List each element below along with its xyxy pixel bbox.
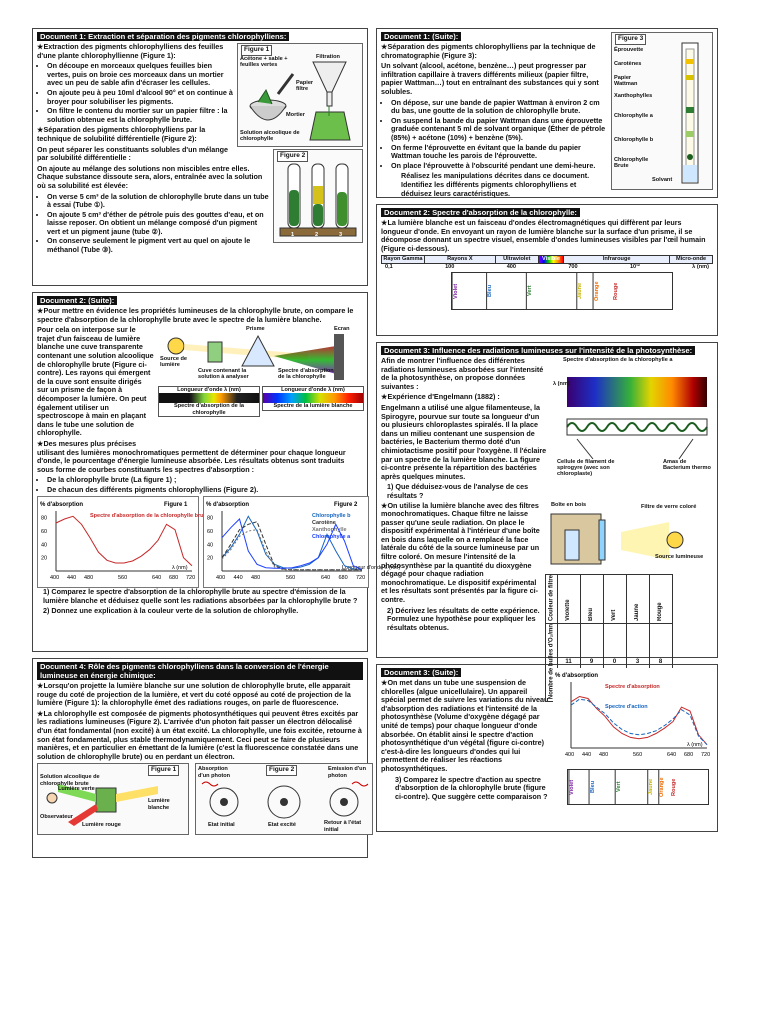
test-tubes-illustration — [274, 150, 362, 242]
document-1 — [32, 28, 368, 286]
series-label: Spectre d'absorption — [605, 684, 660, 690]
table-col: Jaune — [626, 574, 649, 623]
doc1s-list-item: • On ferme l'éprouvette en évitant que la bande du papier Wattman touche les parois de l'éprouvette. — [391, 144, 713, 161]
chart-action-spectrum — [553, 668, 713, 764]
doc1-figure1 — [237, 43, 363, 147]
doc3s-p1: ★ On met dans un tube une suspension de chlorelles (algue unicellulaire). Un appareil spécial permet de suivre les variations du niveau d'absorption des radiations et l'intensité de la photosynthèse (Volume d'oxygène dégagé par unité de temps) pour chaque longueur d'onde absorbée. On établit ainsi le spectre d'action photosynthétique d'un végétal (figure ci-contre) c'est-à-dire les longueurs d'ondes qui lui permettent de réaliser les réactions photosynthétiques. — [381, 679, 713, 774]
doc4-fig2-l1: Absorption d'un photon — [198, 766, 231, 779]
fig1-label-filtration: Filtration — [316, 54, 340, 60]
doc1s-title: Document 1: (Suite): — [381, 32, 461, 41]
x-axis-label: λ (nm) — [687, 742, 703, 748]
doc4-fig1-l2: Lumière verte — [58, 786, 95, 793]
doc1-figure2 — [273, 149, 363, 243]
doc4-fig1-l5: Lumière rouge — [82, 822, 121, 829]
source-label: Source lumineuse — [655, 553, 704, 560]
doc1-fig2-label: Figure 2 — [277, 151, 308, 162]
engelmann-figure — [553, 357, 713, 487]
engelmann-cap1: Cellule de filament de spirogyre (avec son chloroplaste) — [557, 459, 615, 478]
x-tick-label: 560 — [286, 575, 296, 582]
right-column — [376, 28, 718, 838]
fig1-label-acetone: Acétone + sable + feuilles vertes — [240, 56, 288, 69]
doc3s-title: Document 3: (Suite): — [381, 668, 461, 677]
fig3-l5: Chlorophylle a — [614, 113, 653, 119]
series-label: Spectre d'absorption de la chlorophylle brute — [90, 513, 209, 520]
setup-label-prisme: Prisme — [246, 326, 265, 333]
setup-label-ecran: Ecran — [334, 326, 350, 333]
vis-violet: Violet — [452, 273, 486, 309]
x-tick-label: 480 — [84, 575, 94, 582]
doc3-p2: ★ Expérience d'Engelmann (1882) : — [381, 393, 713, 402]
em-tick: 0,1 — [385, 263, 393, 270]
doc2s-q2: 2) Donnez une explication à la couleur verte de la solution de chlorophylle. — [43, 605, 299, 615]
doc1-list1-item: • On ajoute peu à peu 10ml d'alcool 90° et on continue à broyer pour solubiliser les pigments. — [47, 89, 363, 106]
doc4-fig1-l3: Lumière blanche — [148, 798, 170, 811]
tube-number: 3 — [339, 232, 343, 238]
doc1s-p1: ★ Séparation des pigments chlorophylliens par la technique de chromatographie (Figure 3): — [381, 43, 713, 60]
x-tick-label: 720 — [701, 752, 711, 758]
doc2s-list-item: • De la chlorophylle brute (La figure 1) ; — [47, 476, 363, 485]
doc4-p2: ★ La chlorophylle est composée de pigments photosynthétiques qui peuvent êtres excités par les radiations lumineuses (Figure 2). L'arrivée d'un photon fait passer un électron délocalisé d'un état fondamental (non excité) à un état excité. La chlorophylle, une fois excitée, retourne à son état fondamental, plus stable thermodynamiquement. Ceci peut se faire de plusieurs manières, et en particulier en émettant de la lumière (c'est la fluorescence constatée dans une solution de chlorophylle brute) ou en perdant un électron. — [37, 710, 363, 762]
spec1-title: Longueur d'onde λ (nm) — [177, 387, 241, 394]
table-cell: 8 — [649, 623, 672, 701]
table-col: Rouge — [649, 574, 672, 623]
doc1-fig1-label: Figure 1 — [241, 45, 272, 56]
em-tick: 10¹² — [629, 263, 640, 270]
doc4-fig2-s1: Etat initial — [208, 822, 235, 829]
chart-ylabel: % d'absorption — [555, 673, 599, 679]
x-tick-label: 480 — [599, 752, 609, 758]
doc1s-figure3 — [611, 32, 713, 190]
visible-spectrum-detail — [451, 272, 673, 310]
doc4-fig2-s2: Etat excité — [268, 822, 296, 829]
table-row1-header: Couleur de filtre — [546, 574, 558, 623]
x-tick-label: 640 — [321, 575, 331, 582]
doc1-list1-item: • On découpe en morceaux quelques feuilles bien vertes, puis on broie ces morceaux dans un mortier avec un peu de sable afin d'écraser les cellules. — [47, 62, 363, 88]
engelmann-cap2: Amas de Bacterium thermo — [663, 459, 711, 472]
chart-pigments — [203, 496, 401, 588]
box-label: Boîte en bois — [551, 501, 587, 508]
x-tick-label: 720 — [356, 575, 366, 582]
y-tick-label: 40 — [41, 542, 48, 549]
doc1s-question: Réalisez les manipulations décrites dans ce document. Identifiez les différents pigments chlorophylliens et déduisez leurs caractéristiques. — [401, 171, 590, 198]
doc1s-list-item: • On dépose, sur une bande de papier Wattman à environ 2 cm du bas, une goutte de la solution de chlorophylle brute. — [391, 99, 713, 116]
doc1-list2-item: • On ajoute 5 cm³ d'éther de pétrole puis des gouttes d'eau, et on laisse reposer. On obtient un mélange composé d'un pigment vert et un pigment jaune (tube ②). — [47, 211, 363, 237]
vis-rouge: Rouge — [613, 282, 620, 300]
x-tick-label: 720 — [186, 575, 196, 582]
doc1s-list-item: • On suspend la bande du papier Wattman dans une éprouvette graduée contenant 5 ml de solvant organique (Éther de pétrole (85%) + acétone (10%) + benzène (5%). — [391, 117, 713, 143]
doc1-list2-item: • On verse 5 cm³ de la solution de chlorophylle brute dans un tube à essai (Tube ①). — [47, 193, 363, 210]
filter-label: Filtre de verre coloré — [641, 503, 697, 510]
vis-vert: Vert — [615, 770, 647, 804]
doc1-p4: On ajoute au mélange des solutions non miscibles entre elles. Chaque substance dissoute sera, alors, entraînée avec la solution où sa solubilité est élevée: — [37, 163, 263, 190]
spec2-caption: Spectre de la lumière blanche — [273, 403, 353, 410]
doc4-fig2-l2: Emission d'un photon — [328, 766, 367, 779]
doc1s-list-item: • On place l'éprouvette à l'obscurité pendant une demi-heure. — [391, 162, 713, 171]
vis-vert: Vert — [526, 273, 576, 309]
doc1-title: Document 1: Extraction et séparation des pigments chlorophylliens: — [37, 32, 289, 41]
doc4-fig1-label: Figure 1 — [148, 765, 179, 776]
doc3s-visible-strip — [567, 769, 709, 805]
doc3-title: Document 3: Influence des radiations lumineuses sur l'intensité de la photosynthèse: — [381, 346, 695, 355]
doc3-p3: Engelmann a utilisé une algue filamenteuse, la Spirogyre, pourvue sur toute sa longueur d'un ou plusieurs chloroplastes spiralés. Il la place dans un milieu contenant une suspension de bactéries, le Bacterium thermo doté d'un chimiotactisme positif pour l'oxygène. Il l'éclaire par un spectre de la lumière blanche. La figure ci-contre présente la répartition des bactéries après quelques minutes. — [381, 402, 547, 481]
em-scale — [381, 264, 713, 270]
chart-chlorophylle-brute — [37, 496, 209, 588]
vis-jaune: Jaune — [647, 770, 658, 804]
document-2-suite — [32, 292, 401, 652]
fig3-l2: Carotènes — [614, 61, 642, 67]
document-1-suite — [376, 28, 718, 198]
fig3-l4: Xanthophylles — [614, 93, 653, 99]
series-line — [222, 517, 362, 570]
doc1-list2-item: • On conserve seulement le pigment vert au quel on ajoute le méthanol (Tube ③). — [47, 237, 363, 254]
x-tick-label: 680 — [338, 575, 348, 582]
series-label: Chlorophylle b — [312, 513, 351, 520]
em-spectrum-bar — [381, 255, 713, 263]
wooden-box-illustration — [545, 502, 713, 572]
doc2s-list — [37, 476, 363, 494]
x-tick-label: 440 — [233, 575, 243, 582]
x-tick-label: 440 — [67, 575, 77, 582]
document-2 — [376, 204, 718, 336]
vis-bleu: Bleu — [486, 273, 526, 309]
doc1-p1: ★ Extraction des pigments chlorophylliens des feuilles d'une plante chlorophyllienne (Figure 1): — [37, 43, 363, 60]
chart-title: Figure 2 — [334, 502, 358, 509]
absorption-spectrum-box — [158, 386, 260, 417]
y-tick-label: 60 — [41, 529, 48, 536]
series-label: Xanthophylle — [312, 527, 347, 534]
vis-orange: Orange — [658, 770, 671, 804]
setup-label-cuve: Cuve contenant la solution à analyser — [198, 368, 249, 381]
doc3-q1: 1) Que déduisez-vous de l'analyse de ces résultats ? — [387, 482, 529, 500]
doc4-p1: ★ Lorsqu'on projette la lumière blanche sur une solution de chlorophylle brute, elle apparait rouge du coté de projection de la lumière, et vert du coté opposé au coté de projection de la lumière (Figure 1): la chlorophylle émet des radiations rouges, on parle de fluorescence. — [37, 682, 363, 708]
doc3s-q: 3) Comparez le spectre d'action au spectre d'absorption de la chlorophylle brute (figure ci-contre). Que suggère cette comparaison ? — [395, 774, 548, 801]
x-axis-label: Longueur d'onde λ (nm) — [342, 565, 401, 572]
doc4-fig2-label: Figure 2 — [266, 765, 297, 776]
table-row2-header: Nombre de bulles d'O₂/mn — [546, 623, 558, 701]
x-tick-label: 560 — [633, 752, 643, 758]
band-visible: Visible — [539, 256, 564, 262]
spec1-caption: Spectre d'absorption de la chlorophylle — [173, 403, 245, 416]
x-tick-label: 440 — [582, 752, 592, 758]
y-tick-label: 20 — [41, 556, 48, 563]
tube-number: 2 — [315, 232, 319, 238]
doc1s-p2: Un solvant (alcool, acétone, benzène…) peut progresser par infiltration capillaire à travers différents milieux (papier filtre, papier Wattman…) tout en entraînant des substances qui y sont solubles. — [381, 61, 599, 96]
table-cell: 0 — [603, 623, 626, 701]
spec2-title: Longueur d'onde λ (nm) — [281, 387, 345, 394]
em-tick: 400 — [506, 263, 517, 270]
y-tick-label: 40 — [207, 542, 214, 549]
doc2s-q1: 1) Comparez le spectre d'absorption de la chlorophylle brute au spectre d'émission de la lumière blanche et déduisez quelle sont les radiations absorbées par la chlorophylle brute ? — [43, 587, 358, 606]
table-col: Violette — [557, 574, 580, 623]
engelmann-fig-title: Spectre d'absorption de la chlorophylle a — [563, 357, 673, 363]
doc4-fig1-l1: Solution alcoolique de chlorophylle brute — [40, 774, 100, 787]
band-gamma: Rayon Gamma — [382, 256, 425, 262]
x-tick-label: 400 — [565, 752, 575, 758]
doc4-figure1 — [37, 763, 189, 835]
engelmann-axis: λ (nm) — [553, 381, 570, 387]
x-tick-label: 400 — [216, 575, 226, 582]
fig3-l3: Papier Wattman — [614, 75, 638, 88]
vis-rouge: Rouge — [671, 777, 678, 796]
series-label: Spectre d'action — [605, 704, 648, 710]
band-ir: Infrarouge — [564, 256, 670, 262]
doc4-fig1-l4: Observateur — [40, 814, 73, 821]
setup-label-spectre: Spectre d'absorption de la chlorophylle — [278, 368, 334, 381]
x-tick-label: 560 — [118, 575, 128, 582]
chart-ylabel: % d'absorption — [206, 502, 250, 509]
prism-setup-figure — [158, 326, 363, 446]
fig3-l8: Solvant — [652, 177, 673, 183]
vis-bleu: Bleu — [589, 770, 615, 804]
doc2s-p2: Pour cela on interpose sur le trajet d'un faisceau de lumière blanche une cuve transparente contenant une solution alcoolique de chlorophylle brute (Figure ci-contre). Les rayons qui émergent de la cuve sont ensuite dirigés sur un prisme de façon à décomposer la lumière. On peut également utiliser un spectroscope à main en plaçant dans le tube une solution de chlorophylle. — [37, 325, 154, 438]
doc2-p1: ★ La lumière blanche est un faisceau d'ondes électromagnétiques qui diffèrent par leurs longueur d'onde. En envoyant un rayon de lumière blanche sur la surface d'un prisme, il se décompose donnant un spectre visuel, ensemble d'ondes lumineuses visibles par l'œil humain (Figure ci-dessous). — [381, 219, 713, 253]
y-tick-label: 80 — [207, 516, 214, 523]
doc2-title: Document 2: Spectre d'absorption de la chlorophylle: — [381, 208, 580, 217]
em-tick: 100 — [445, 263, 455, 270]
fig3-l7: Chlorophylle Brute — [614, 157, 649, 170]
doc2s-p1: ★ Pour mettre en évidence les propriétés lumineuses de la chlorophylle brute, on compare le spectre d'absorption de la chlorophylle brute avec le spectre de la lumière blanche. — [37, 307, 363, 324]
y-tick-label: 20 — [207, 556, 214, 563]
band-uv: Ultraviolet — [496, 256, 539, 262]
series-line — [56, 517, 192, 566]
doc4-title: Document 4: Rôle des pigments chlorophylliens dans la conversion de l'énergie lumineuse en énergie chimique: — [37, 662, 363, 680]
fig3-l1: Éprouvette — [614, 47, 644, 53]
x-tick-label: 400 — [50, 575, 60, 582]
series-label: Chlorophylle a — [312, 534, 351, 541]
doc3-p4: ★ On utilise la lumière blanche avec des filtres monochromatiques. Chaque filtre ne laisse passer qu'une seule radiation. On place le dispositif expérimental à l'intérieur d'une boîte en bois dans laquelle on a remplacé la face latérale du côté de la source lumineuse par un filtre coloré. On mesure l'intensité de la photosynthèse par la quantité du dioxygène dégagé pour chaque radiation monochromatique. Le dispositif expérimental et les résultats sont présentés par la figure ci-contre. — [381, 502, 713, 605]
table-col: Bleu — [580, 574, 603, 623]
x-tick-label: 680 — [684, 752, 694, 758]
em-tick: λ (nm) — [692, 263, 709, 270]
document-4 — [32, 658, 368, 858]
band-x: Rayons X — [425, 256, 496, 262]
doc2s-list-item: • De chacun des différents pigments chlorophylliens (Figure 2). — [47, 486, 363, 495]
doc3-p1: Afin de montrer l'influence des différentes radiations lumineuses absorbées sur l'intensité de la photosynthèse, on propose données suivantes : — [381, 356, 544, 391]
doc2s-p3: ★ Des mesures plus précises utilisant des lumières monochromatiques permettent de déterminer pour chaque longueur d'onde, le pourcentage d'énergie lumineuse absorbée. Les résultats obtenus sont traduits sous forme de courbes constituants les spectres d'absorption : — [37, 440, 363, 474]
y-tick-label: 80 — [41, 516, 48, 523]
doc1s-fig3-label: Figure 3 — [615, 34, 646, 45]
doc1-p3: On peut séparer les constituants solubles d'un mélange par solubilité différentielle : — [37, 144, 229, 163]
setup-label-source: Source de lumière — [160, 356, 188, 369]
x-tick-label: 640 — [152, 575, 162, 582]
white-spectrum-box — [262, 386, 364, 410]
table-cell: 11 — [557, 623, 580, 701]
vis-violet: Violet — [568, 770, 589, 804]
band-micro: Micro-onde — [670, 256, 712, 262]
doc4-fig2-s3: Retour à l'état initial — [324, 820, 362, 833]
doc3-q2: 2) Décrivez les résultats de cette expérience. Formulez une hypothèse pour expliquer les résultats obtenus. — [387, 605, 540, 632]
table-cell: 9 — [580, 623, 603, 701]
chart-ylabel: % d'absorption — [40, 502, 84, 509]
fig1-label-solution: Solution alcoolique de chlorophylle — [240, 130, 300, 143]
doc2s-title: Document 2: (Suite): — [37, 296, 117, 305]
doc1-list1-item: • On filtre le contenu du mortier sur un papier filtre : la solution obtenue est la chlorophylle brute. — [47, 107, 363, 124]
doc4-figures — [37, 763, 367, 835]
absorption-charts — [37, 496, 401, 588]
doc4-figure2 — [195, 763, 373, 835]
tube-number: 1 — [291, 232, 295, 238]
action-spectrum-figure — [553, 668, 713, 818]
x-tick-label: 680 — [169, 575, 179, 582]
fig1-label-papier: Papier filtre — [296, 80, 314, 93]
absorption-spectrum — [159, 393, 259, 403]
fig3-l6: Chlorophylle b — [614, 137, 654, 143]
table-cell: 3 — [626, 623, 649, 701]
vis-jaune: Jaune — [576, 273, 593, 309]
x-tick-label: 640 — [667, 752, 677, 758]
vis-orange: Orange — [593, 273, 614, 309]
table-col: Vert — [603, 574, 626, 623]
fig1-label-mortier: Mortier — [286, 112, 305, 118]
doc1-p2: ★ Séparation des pigments chlorophylliens par la technique de solubilité différentielle (Figure 2): — [37, 126, 363, 143]
series-label: Carotène — [312, 520, 336, 527]
y-tick-label: 60 — [207, 529, 214, 536]
x-tick-label: 480 — [251, 575, 261, 582]
x-axis-label: λ (nm) — [172, 565, 188, 572]
white-light-spectrum — [263, 393, 363, 403]
em-tick: 700 — [568, 263, 578, 270]
chart-title: Figure 1 — [164, 502, 188, 509]
